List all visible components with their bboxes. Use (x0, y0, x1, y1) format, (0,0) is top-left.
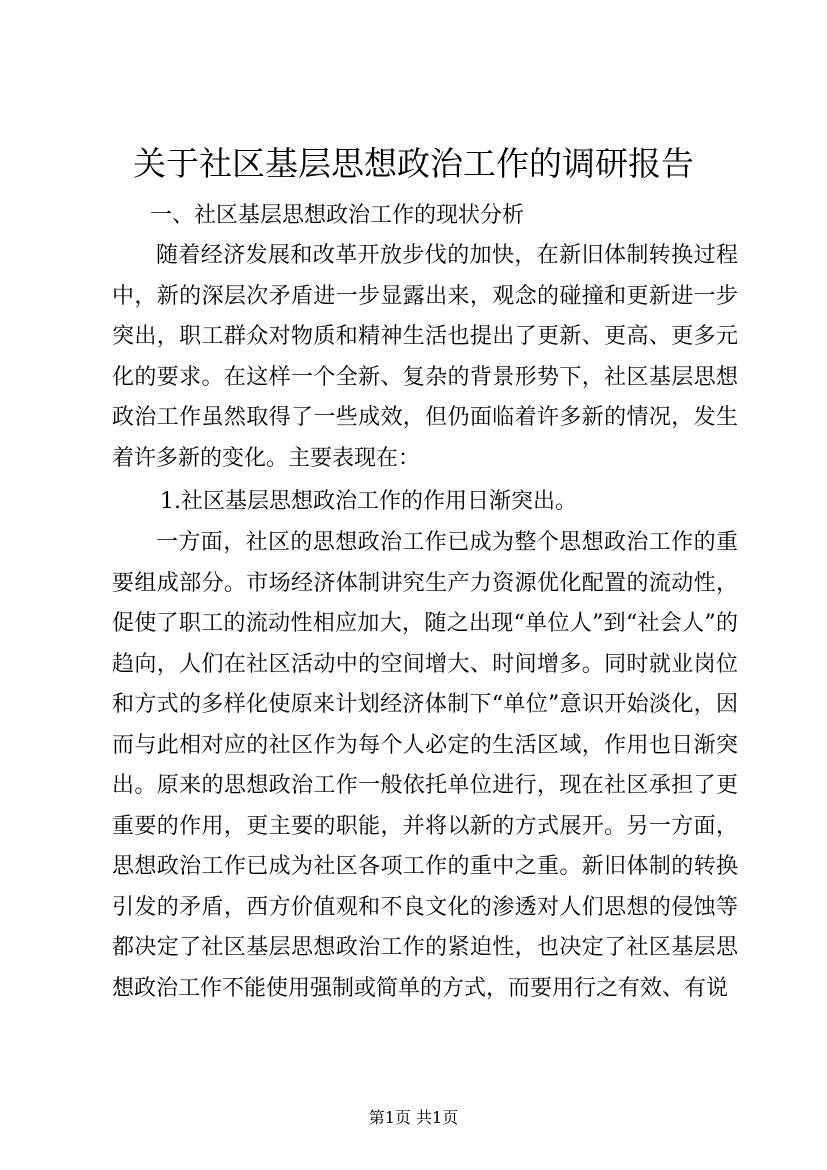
paragraph-1: 随着经济发展和改革开放步伐的加快，在新旧体制转换过程中，新的深层次矛盾进一步显露出来，观念的碰撞和更新进一步突出，职工群众对物质和精神生活也提出了更新、更高、更多元化的要求。在这样一个全新、复杂的背景形势下，社区基层思想政治工作虽然取得了一些成效，但仍面临着许多新的情况，发生着许多新的变化。主要表现在： (112, 243, 738, 471)
section-heading: 一、社区基层思想政治工作的现状分析 (150, 203, 525, 228)
paragraph-2: 一方面，社区的思想政治工作已成为整个思想政治工作的重要组成部分。市场经济体制讲究生产力资源优化配置的流动性，促使了职工的流动性相应加大，随之出现“单位人”到“社会人”的趋向，人们在社区活动中的空间增大、时间增多。同时就业岗位和方式的多样化使原来计划经济体制下“单位”意识开始淡化，因而与此相对应的社区作为每个人必定的生活区域，作用也日渐突出。原来的思想政治工作一般依托单位进行，现在社区承担了更重要的作用，更主要的职能，并将以新的方式展开。另一方面，思想政治工作已成为社区各项工作的重中之重。新旧体制的转换引发的矛盾，西方价值观和不良文化的渗透对人们思想的侵蚀等都决定了社区基层思想政治工作的紧迫性，也决定了社区基层思想政治工作不能使用强制或简单的方式，而要用行之有效、有说 (112, 530, 738, 1001)
page-footer: 第1页 共1页 (368, 1108, 459, 1127)
subheading-1: 1.社区基层思想政治工作的作用日渐突出。 (160, 489, 577, 514)
document-title: 关于社区基层思想政治工作的调研报告 (133, 144, 694, 183)
